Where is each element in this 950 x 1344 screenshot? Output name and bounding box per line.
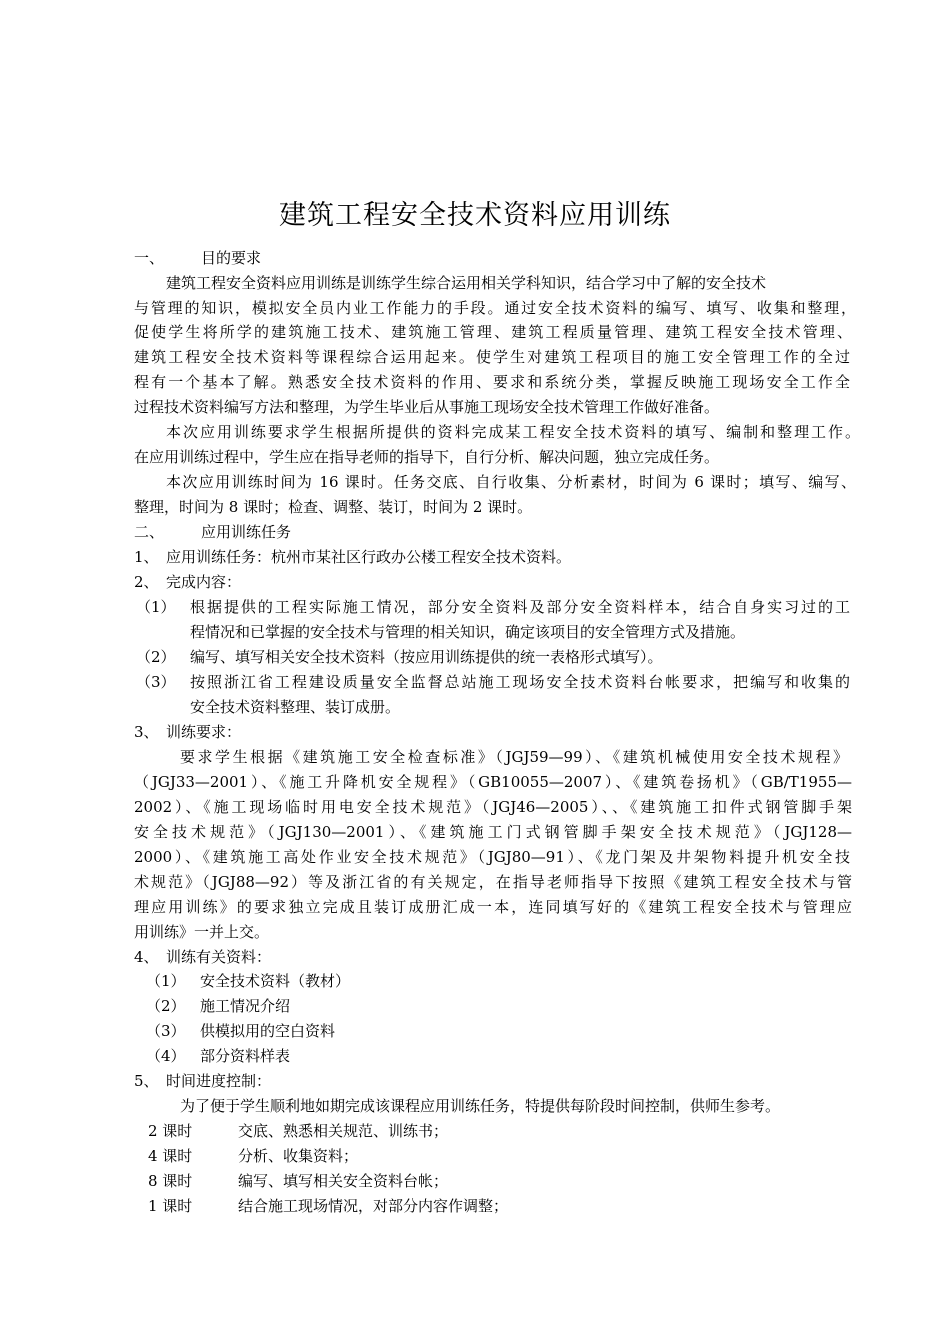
- item-5-intro: 为了便于学生顺利地如期完成该课程应用训练任务，特提供每阶段时间控制，供师生参考。: [180, 1097, 781, 1115]
- item-4-sub-2-number: （2）: [146, 997, 186, 1015]
- item-2-sub-1-number: （1）: [136, 598, 176, 616]
- item-3-line-8: 用训练》一并上交。: [134, 923, 270, 941]
- para1-line-1: 建筑工程安全资料应用训练是训练学生综合运用相关学科知识，结合学习中了解的安全技术: [166, 274, 767, 292]
- item-4-sub-2-text: 施工情况介绍: [200, 997, 291, 1015]
- item-3-line-4: 安全技术规范》（JGJ130—2001）、《建筑施工门式钢管脚手架安全技术规范》（JGJ128—: [134, 823, 852, 841]
- para3-line-2: 整理，时间为 8 课时；检查、调整、装订，时间为 2 课时。: [134, 498, 533, 516]
- para1-line-2: 与管理的知识，模拟安全员内业工作能力的手段。通过安全技术资料的编写、填写、收集和整理，: [134, 299, 856, 317]
- para1-line-3: 促使学生将所学的建筑施工技术、建筑施工管理、建筑工程质量管理、建筑工程安全技术管理、: [134, 323, 852, 341]
- item-2-sub-2-number: （2）: [136, 648, 176, 666]
- item-2-sub-1-line-1: 根据提供的工程实际施工情况，部分安全资料及部分安全资料样本，结合自身实习过的工: [190, 598, 850, 616]
- item-2-sub-3-number: （3）: [136, 673, 176, 691]
- item-4-text: 训练有关资料：: [166, 948, 272, 966]
- schedule-row-1-time: 2 课时: [148, 1122, 193, 1140]
- schedule-row-3-time: 8 课时: [148, 1172, 193, 1190]
- item-3-line-7: 理应用训练》的要求独立完成且装订成册汇成一本，连同填写好的《建筑工程安全技术与管理应: [134, 898, 852, 916]
- item-3-line-2: （JGJ33—2001）、《施工升降机安全规程》（GB10055—2007）、《建筑卷扬机》（GB/T1955—: [134, 773, 852, 791]
- item-3-text: 训练要求：: [166, 723, 242, 741]
- section-1-heading: 目的要求: [201, 249, 262, 267]
- schedule-row-4-time: 1 课时: [148, 1197, 193, 1215]
- item-3-line-1: 要求学生根据《建筑施工安全检查标准》（JGJ59—99）、《建筑机械使用安全技术规程》: [180, 748, 848, 766]
- document-title: 建筑工程安全技术资料应用训练: [279, 200, 671, 231]
- schedule-row-2-time: 4 课时: [148, 1147, 193, 1165]
- item-5-text: 时间进度控制：: [166, 1072, 272, 1090]
- item-4-number: 4、: [134, 948, 159, 966]
- item-2-sub-3-line-2: 安全技术资料整理、装订成册。: [190, 698, 401, 716]
- item-1-number: 1、: [134, 548, 159, 566]
- item-3-number: 3、: [134, 723, 159, 741]
- schedule-row-2-task: 分析、收集资料；: [238, 1147, 359, 1165]
- para2-line-2: 在应用训练过程中，学生应在指导老师的指导下，自行分析、解决问题，独立完成任务。: [134, 448, 720, 466]
- item-3-line-3: 2002）、《施工现场临时用电安全技术规范》（JGJ46—2005）、、《建筑施工扣件式钢管脚手架: [134, 798, 852, 816]
- item-2-text: 完成内容：: [166, 573, 242, 591]
- schedule-row-3-task: 编写、填写相关安全资料台帐；: [238, 1172, 449, 1190]
- item-5-number: 5、: [134, 1072, 159, 1090]
- item-4-sub-4-text: 部分资料样表: [200, 1047, 291, 1065]
- item-3-line-6: 术规范》（JGJ88—92）等及浙江省的有关规定，在指导老师指导下按照《建筑工程安全技术与管: [134, 873, 852, 891]
- item-4-sub-1-text: 安全技术资料（教材）: [200, 972, 351, 990]
- section-2-number: 二、: [134, 523, 165, 541]
- item-2-sub-3-line-1: 按照浙江省工程建设质量安全监督总站施工现场安全技术资料台帐要求，把编写和收集的: [190, 673, 850, 691]
- item-2-sub-2-line-1: 编写、填写相关安全技术资料（按应用训练提供的统一表格形式填写）。: [190, 648, 663, 666]
- item-4-sub-3-text: 供模拟用的空白资料: [200, 1022, 336, 1040]
- item-4-sub-4-number: （4）: [146, 1047, 186, 1065]
- section-2-heading: 应用训练任务: [201, 523, 292, 541]
- item-2-number: 2、: [134, 573, 159, 591]
- para3-line-1: 本次应用训练时间为 16 课时。任务交底、自行收集、分析素材，时间为 6 课时；填写、编写、: [166, 473, 856, 491]
- item-4-sub-3-number: （3）: [146, 1022, 186, 1040]
- item-3-line-5: 2000）、《建筑施工高处作业安全技术规范》（JGJ80—91）、《龙门架及井架物料提升机安全技: [134, 848, 850, 866]
- schedule-row-1-task: 交底、熟悉相关规范、训练书；: [238, 1122, 449, 1140]
- schedule-row-4-task: 结合施工现场情况，对部分内容作调整；: [238, 1197, 509, 1215]
- item-4-sub-1-number: （1）: [146, 972, 186, 990]
- para2-line-1: 本次应用训练要求学生根据所提供的资料完成某工程安全技术资料的填写、编制和整理工作。: [166, 423, 860, 441]
- para1-line-4: 建筑工程安全技术资料等课程综合运用起来。使学生对建筑工程项目的施工安全管理工作的全过: [134, 348, 850, 366]
- item-1-text: 应用训练任务：杭州市某社区行政办公楼工程安全技术资料。: [166, 548, 572, 566]
- section-1-number: 一、: [134, 249, 165, 267]
- para1-line-5: 程有一个基本了解。熟悉安全技术资料的作用、要求和系统分类，掌握反映施工现场安全工作全: [134, 373, 850, 391]
- para1-line-6: 过程技术资料编写方法和整理，为学生毕业后从事施工现场安全技术管理工作做好准备。: [134, 398, 720, 416]
- item-2-sub-1-line-2: 程情况和已掌握的安全技术与管理的相关知识，确定该项目的安全管理方式及措施。: [190, 623, 746, 641]
